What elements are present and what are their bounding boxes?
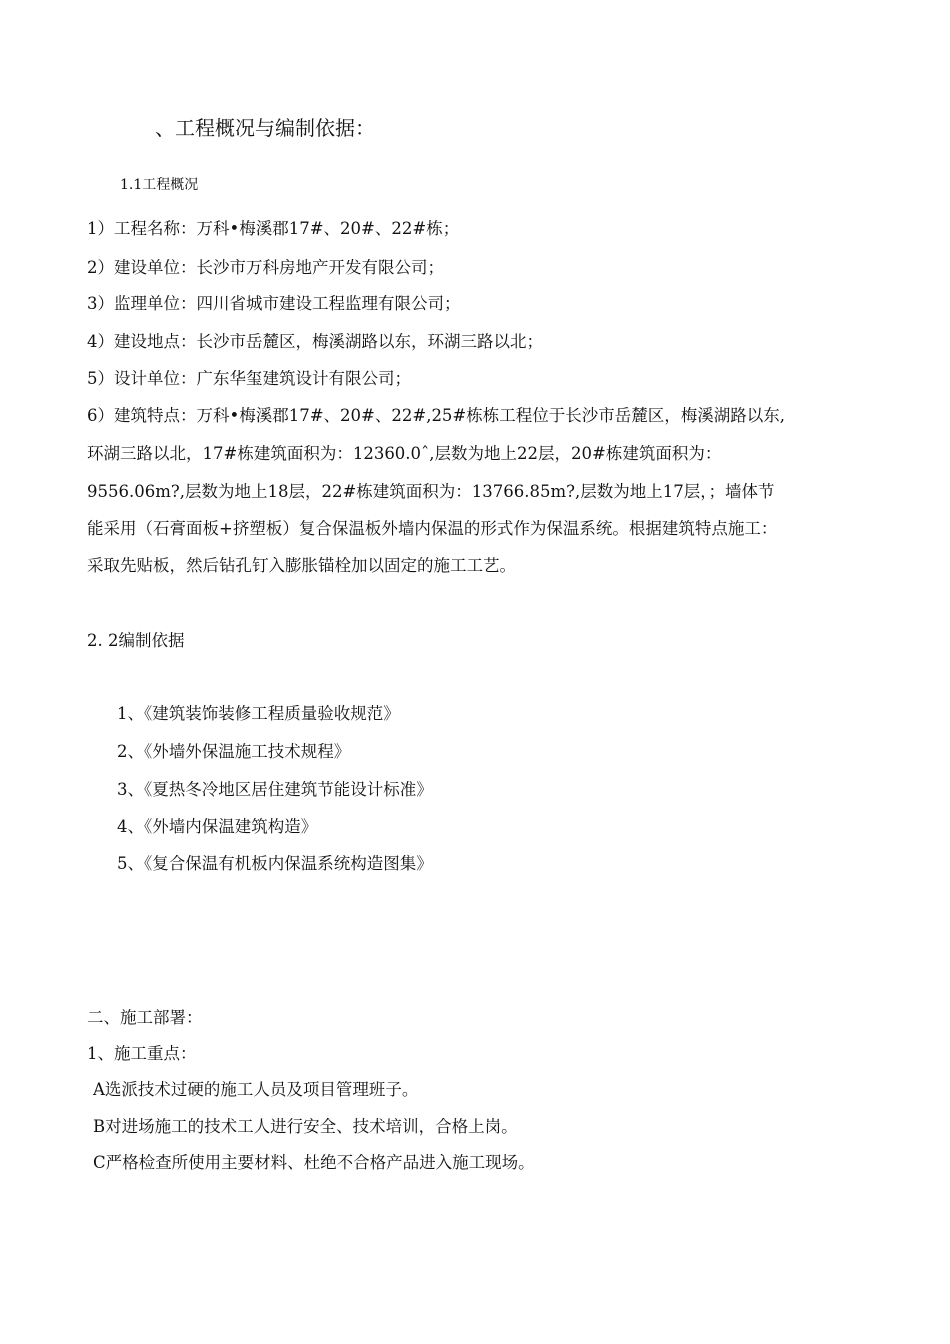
key-point-item: A选派技术过硬的施工人员及项目管理班子。 — [93, 1080, 419, 1099]
overview-line: 采取先贴板，然后钻孔钉入膨胀锚栓加以固定的施工工艺。 — [87, 556, 516, 575]
overview-line: 能采用（石膏面板+挤塑板）复合保温板外墙内保温的形式作为保温系统。根据建筑特点施工： — [87, 519, 778, 538]
overview-line: 1）工程名称：万科•梅溪郡17#、20#、22#栋； — [87, 219, 460, 238]
reference-item: 2、《外墙外保温施工技术规程》 — [117, 742, 351, 761]
subsection-1-1-title: 1.1工程概况 — [120, 177, 199, 193]
key-point-item: C严格检查所使用主要材料、杜绝不合格产品进入施工现场。 — [93, 1153, 535, 1172]
section-2-title: 二、施工部署： — [87, 1008, 203, 1027]
key-point-item: B对进场施工的技术工人进行安全、技术培训，合格上岗。 — [93, 1117, 518, 1136]
overview-line: 环湖三路以北，17#栋建筑面积为：12360.0ˆ,层数为地上22层，20#栋建筑面积为： — [87, 444, 722, 463]
overview-line: 3）监理单位：四川省城市建设工程监理有限公司； — [87, 294, 461, 313]
reference-item: 4、《外墙内保温建筑构造》 — [117, 817, 318, 836]
overview-line: 6）建筑特点：万科•梅溪郡17#、20#、22#,25#栋栋工程位于长沙市岳麓区，梅溪湖路以东, — [87, 406, 786, 425]
section-1-title: 、工程概况与编制依据： — [155, 116, 375, 140]
overview-line: 4）建设地点：长沙市岳麓区，梅溪湖路以东，环湖三路以北； — [87, 332, 543, 351]
reference-item: 5、《复合保温有机板内保温系统构造图集》 — [117, 854, 433, 873]
reference-item: 3、《夏热冬冷地区居住建筑节能设计标准》 — [117, 780, 433, 799]
overview-line: 2）建设单位：长沙市万科房地产开发有限公司； — [87, 258, 444, 277]
reference-item: 1、《建筑装饰装修工程质量验收规范》 — [117, 704, 400, 723]
overview-line: 9556.06m?,层数为地上18层，22#栋建筑面积为：13766.85m?,层数为地上17层，；墙体节 — [87, 482, 775, 501]
subsection-2-2-title: 2. 2编制依据 — [87, 631, 185, 650]
overview-line: 5）设计单位：广东华玺建筑设计有限公司； — [87, 369, 411, 388]
subsection-2-1-title: 1、施工重点： — [87, 1044, 197, 1063]
